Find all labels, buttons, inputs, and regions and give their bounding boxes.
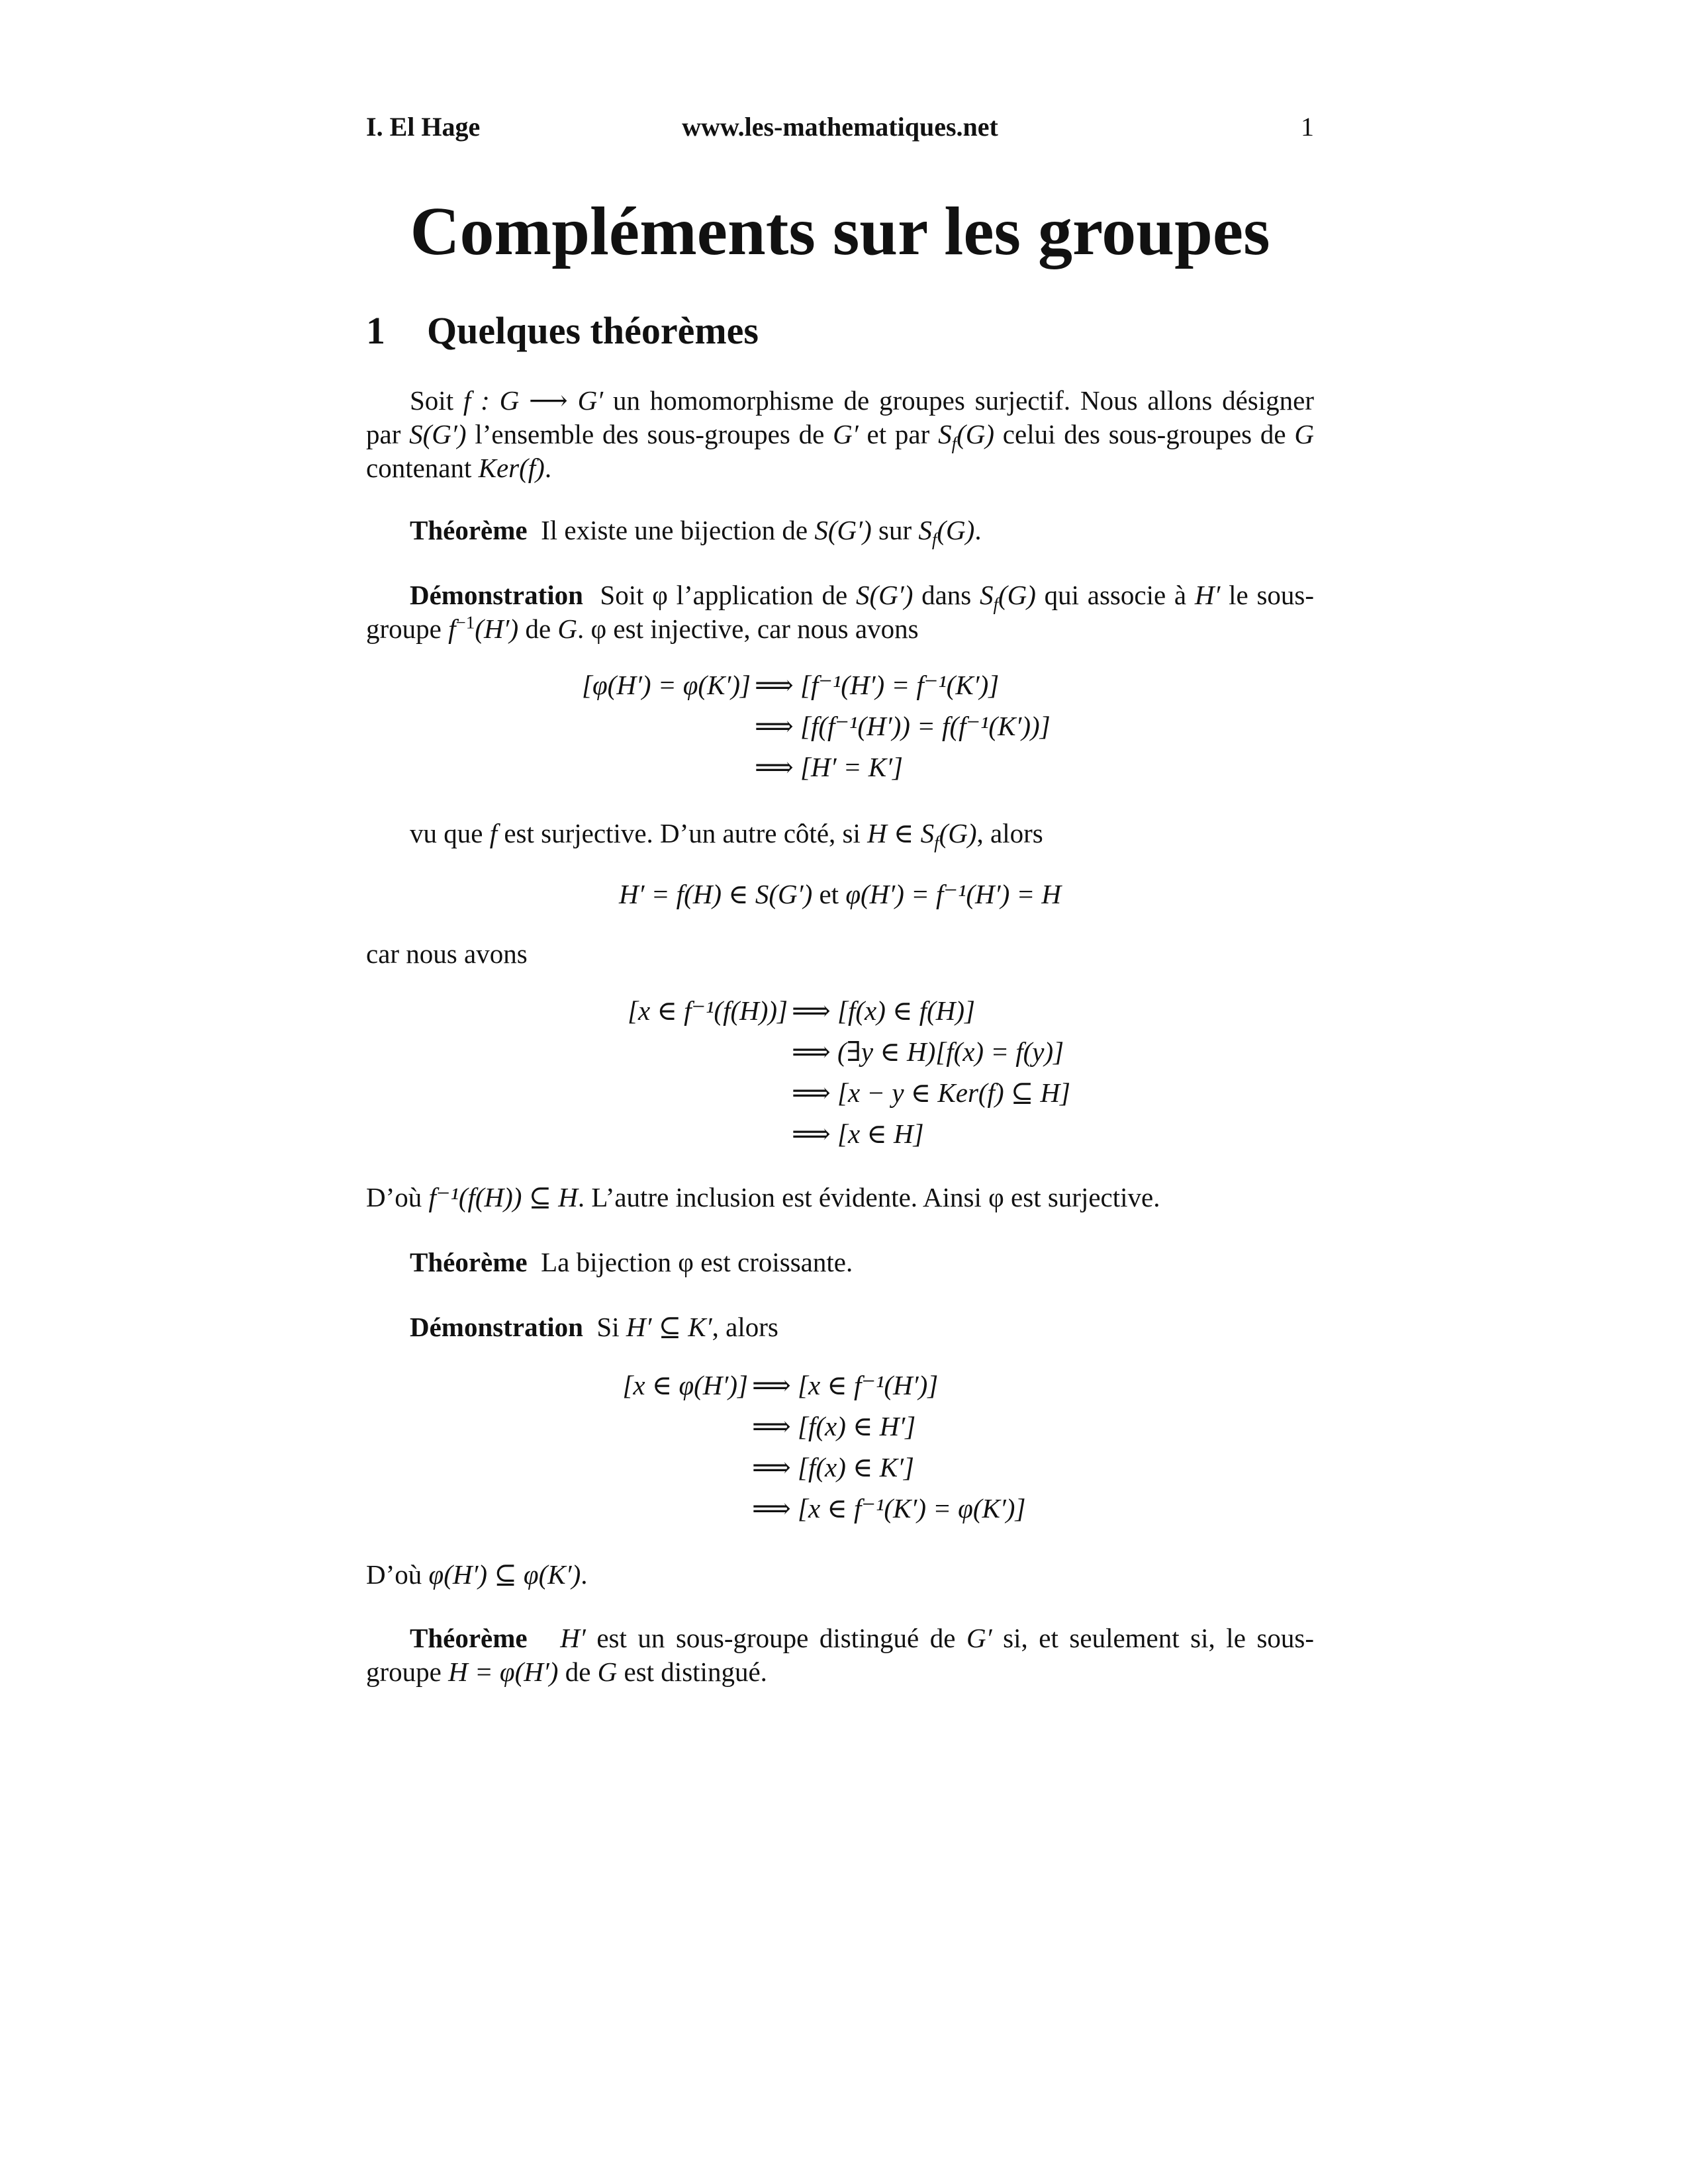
text: . L’autre inclusion est évidente. Ainsi φ est surjective. [577, 1182, 1160, 1212]
text: D’où [366, 1182, 429, 1212]
math: S [938, 419, 952, 449]
math: H′ [1194, 580, 1221, 610]
math: f [448, 614, 456, 644]
running-header [366, 111, 1314, 151]
math: H′ ⊆ K′ [626, 1312, 712, 1342]
equation-line [0, 1365, 1688, 1406]
text: contenant [366, 453, 479, 483]
math-sub: f [951, 433, 957, 454]
header-author: I. El Hage [366, 112, 481, 142]
text: , alors [712, 1312, 778, 1342]
math: (G) [939, 818, 977, 848]
paragraph-4 [366, 1181, 1314, 1214]
section-heading [366, 308, 759, 353]
theorem-1 [366, 514, 1314, 550]
math: φ(H′) ⊆ φ(K′) [428, 1559, 581, 1590]
theorem-2 [366, 1246, 1314, 1279]
math-sub: f [931, 529, 937, 550]
text: . [544, 453, 552, 483]
math: (G) [957, 419, 994, 449]
paragraph-2 [366, 817, 1314, 853]
math: H = φ(H′) [448, 1657, 559, 1687]
text: D’où [366, 1559, 429, 1590]
math: G [1294, 419, 1314, 449]
math: f [489, 818, 498, 848]
equation-rhs: ⟹ [x ∈ H] [792, 1118, 924, 1149]
equation-line [0, 990, 1688, 1031]
equation-line [0, 664, 1688, 705]
math: H ∈ S [867, 818, 935, 848]
equation-part: H′ = f(H) ∈ S(G′) [618, 879, 813, 909]
equation-line [0, 1113, 1688, 1154]
math: G′ [833, 419, 859, 449]
theorem-label: Théorème [410, 515, 528, 545]
math: G [557, 614, 577, 644]
equation-rhs: ⟹ [f(f⁻¹(H′)) = f(f⁻¹(K′))] [755, 711, 1051, 741]
section-title: Quelques théorèmes [427, 309, 759, 352]
text: vu que [410, 818, 490, 848]
text: dans [913, 580, 980, 610]
math: S(G′) [814, 515, 872, 545]
theorem-3 [366, 1621, 1314, 1689]
math: S(G′) [409, 419, 467, 449]
intro-paragraph [366, 384, 1314, 485]
equation-rhs: ⟹ [x ∈ f⁻¹(H′)] [752, 1370, 939, 1400]
equation-rhs: ⟹ [x − y ∈ Ker(f) ⊆ H] [792, 1077, 1071, 1108]
equation-line [0, 1406, 1688, 1447]
text: et par [858, 419, 939, 449]
header-page-number: 1 [1301, 112, 1314, 142]
text: Si [596, 1312, 626, 1342]
theorem-label: Théorème [410, 1623, 528, 1653]
header-site: www.les-mathematiques.net [682, 112, 998, 142]
text: , alors [976, 818, 1043, 848]
math: f⁻¹(f(H)) ⊆ H [428, 1182, 578, 1212]
text: l’ensemble des sous-groupes de [466, 419, 833, 449]
text: Soit φ l’application de [600, 580, 856, 610]
math: S(G′) [855, 580, 914, 610]
paragraph-5 [366, 1558, 1314, 1592]
equation-lhs: [φ(H′) = φ(K′)] [582, 670, 751, 700]
math: (H′) [475, 614, 519, 644]
text: Soit [410, 385, 463, 416]
math: Ker(f) [478, 453, 545, 483]
text: est distingué. [617, 1657, 767, 1687]
equation-line [0, 1031, 1688, 1072]
text: . [974, 515, 982, 545]
text: sur [871, 515, 919, 545]
equation-line [0, 705, 1688, 747]
equation-line [0, 1072, 1688, 1113]
text: . φ est injective, car nous avons [577, 614, 919, 644]
text: est un sous-groupe distingué de [585, 1623, 967, 1653]
text: . [581, 1559, 588, 1590]
math-sub: f [993, 594, 998, 615]
proof-2 [366, 1310, 1314, 1344]
text: de [518, 614, 558, 644]
equation-rhs: ⟹ [f(x) ∈ K′] [752, 1452, 914, 1482]
math: (G) [937, 515, 975, 545]
equation-lhs: [x ∈ φ(H′)] [622, 1370, 748, 1400]
proof-label: Démonstration [410, 1312, 583, 1342]
equation-rhs: ⟹ [f⁻¹(H′) = f⁻¹(K′)] [755, 670, 1000, 700]
equation-block-1 [0, 664, 1688, 788]
equation-block-4 [0, 1365, 1688, 1529]
equation-text: et [812, 879, 846, 909]
math: G [597, 1657, 618, 1687]
text: Il existe une bijection de [541, 515, 815, 545]
equation-rhs: ⟹ [f(x) ∈ f(H)] [792, 995, 975, 1026]
math: G′ [966, 1623, 992, 1653]
proof-label: Démonstration [410, 580, 583, 610]
text: celui des sous-groupes de [994, 419, 1295, 449]
equation-rhs: ⟹ [f(x) ∈ H′] [752, 1411, 916, 1441]
equation-part: φ(H′) = f⁻¹(H′) = H [845, 879, 1062, 909]
document-title: Compléments sur les groupes [410, 193, 1270, 269]
equation-rhs: ⟹ [H′ = K′] [755, 752, 903, 782]
math: S [979, 580, 994, 610]
text: le sous-groupe [366, 580, 1315, 644]
paragraph-3: car nous avons [366, 938, 528, 969]
equation-line [0, 1488, 1688, 1529]
section-number: 1 [366, 309, 385, 352]
math: H′ [560, 1623, 586, 1653]
equation-rhs: ⟹ [x ∈ f⁻¹(K′) = φ(K′)] [752, 1493, 1026, 1524]
equation-line [0, 1447, 1688, 1488]
math: (G) [998, 580, 1036, 610]
text: si, et seulement si, le sous-groupe [366, 1623, 1315, 1687]
math-sub: f [934, 833, 939, 853]
equation-rhs: ⟹ (∃y ∈ H)[f(x) = f(y)] [792, 1036, 1064, 1067]
equation-2 [366, 874, 1314, 915]
proof-1 [366, 578, 1314, 646]
math-sup: −1 [455, 612, 475, 633]
equation-line [0, 747, 1688, 788]
text: un homomorphisme de groupes surjectif. Nous allons désigner par [366, 385, 1314, 449]
text: La bijection φ est croissante. [541, 1247, 853, 1277]
text: de [558, 1657, 598, 1687]
text: qui associe à [1035, 580, 1195, 610]
equation-block-3 [0, 990, 1688, 1154]
text: est surjective. D’un autre côté, si [497, 818, 868, 848]
equation-lhs: [x ∈ f⁻¹(f(H))] [628, 995, 788, 1026]
math: f : G ⟶ G′ [463, 385, 604, 416]
theorem-label: Théorème [410, 1247, 528, 1277]
math: S [918, 515, 932, 545]
